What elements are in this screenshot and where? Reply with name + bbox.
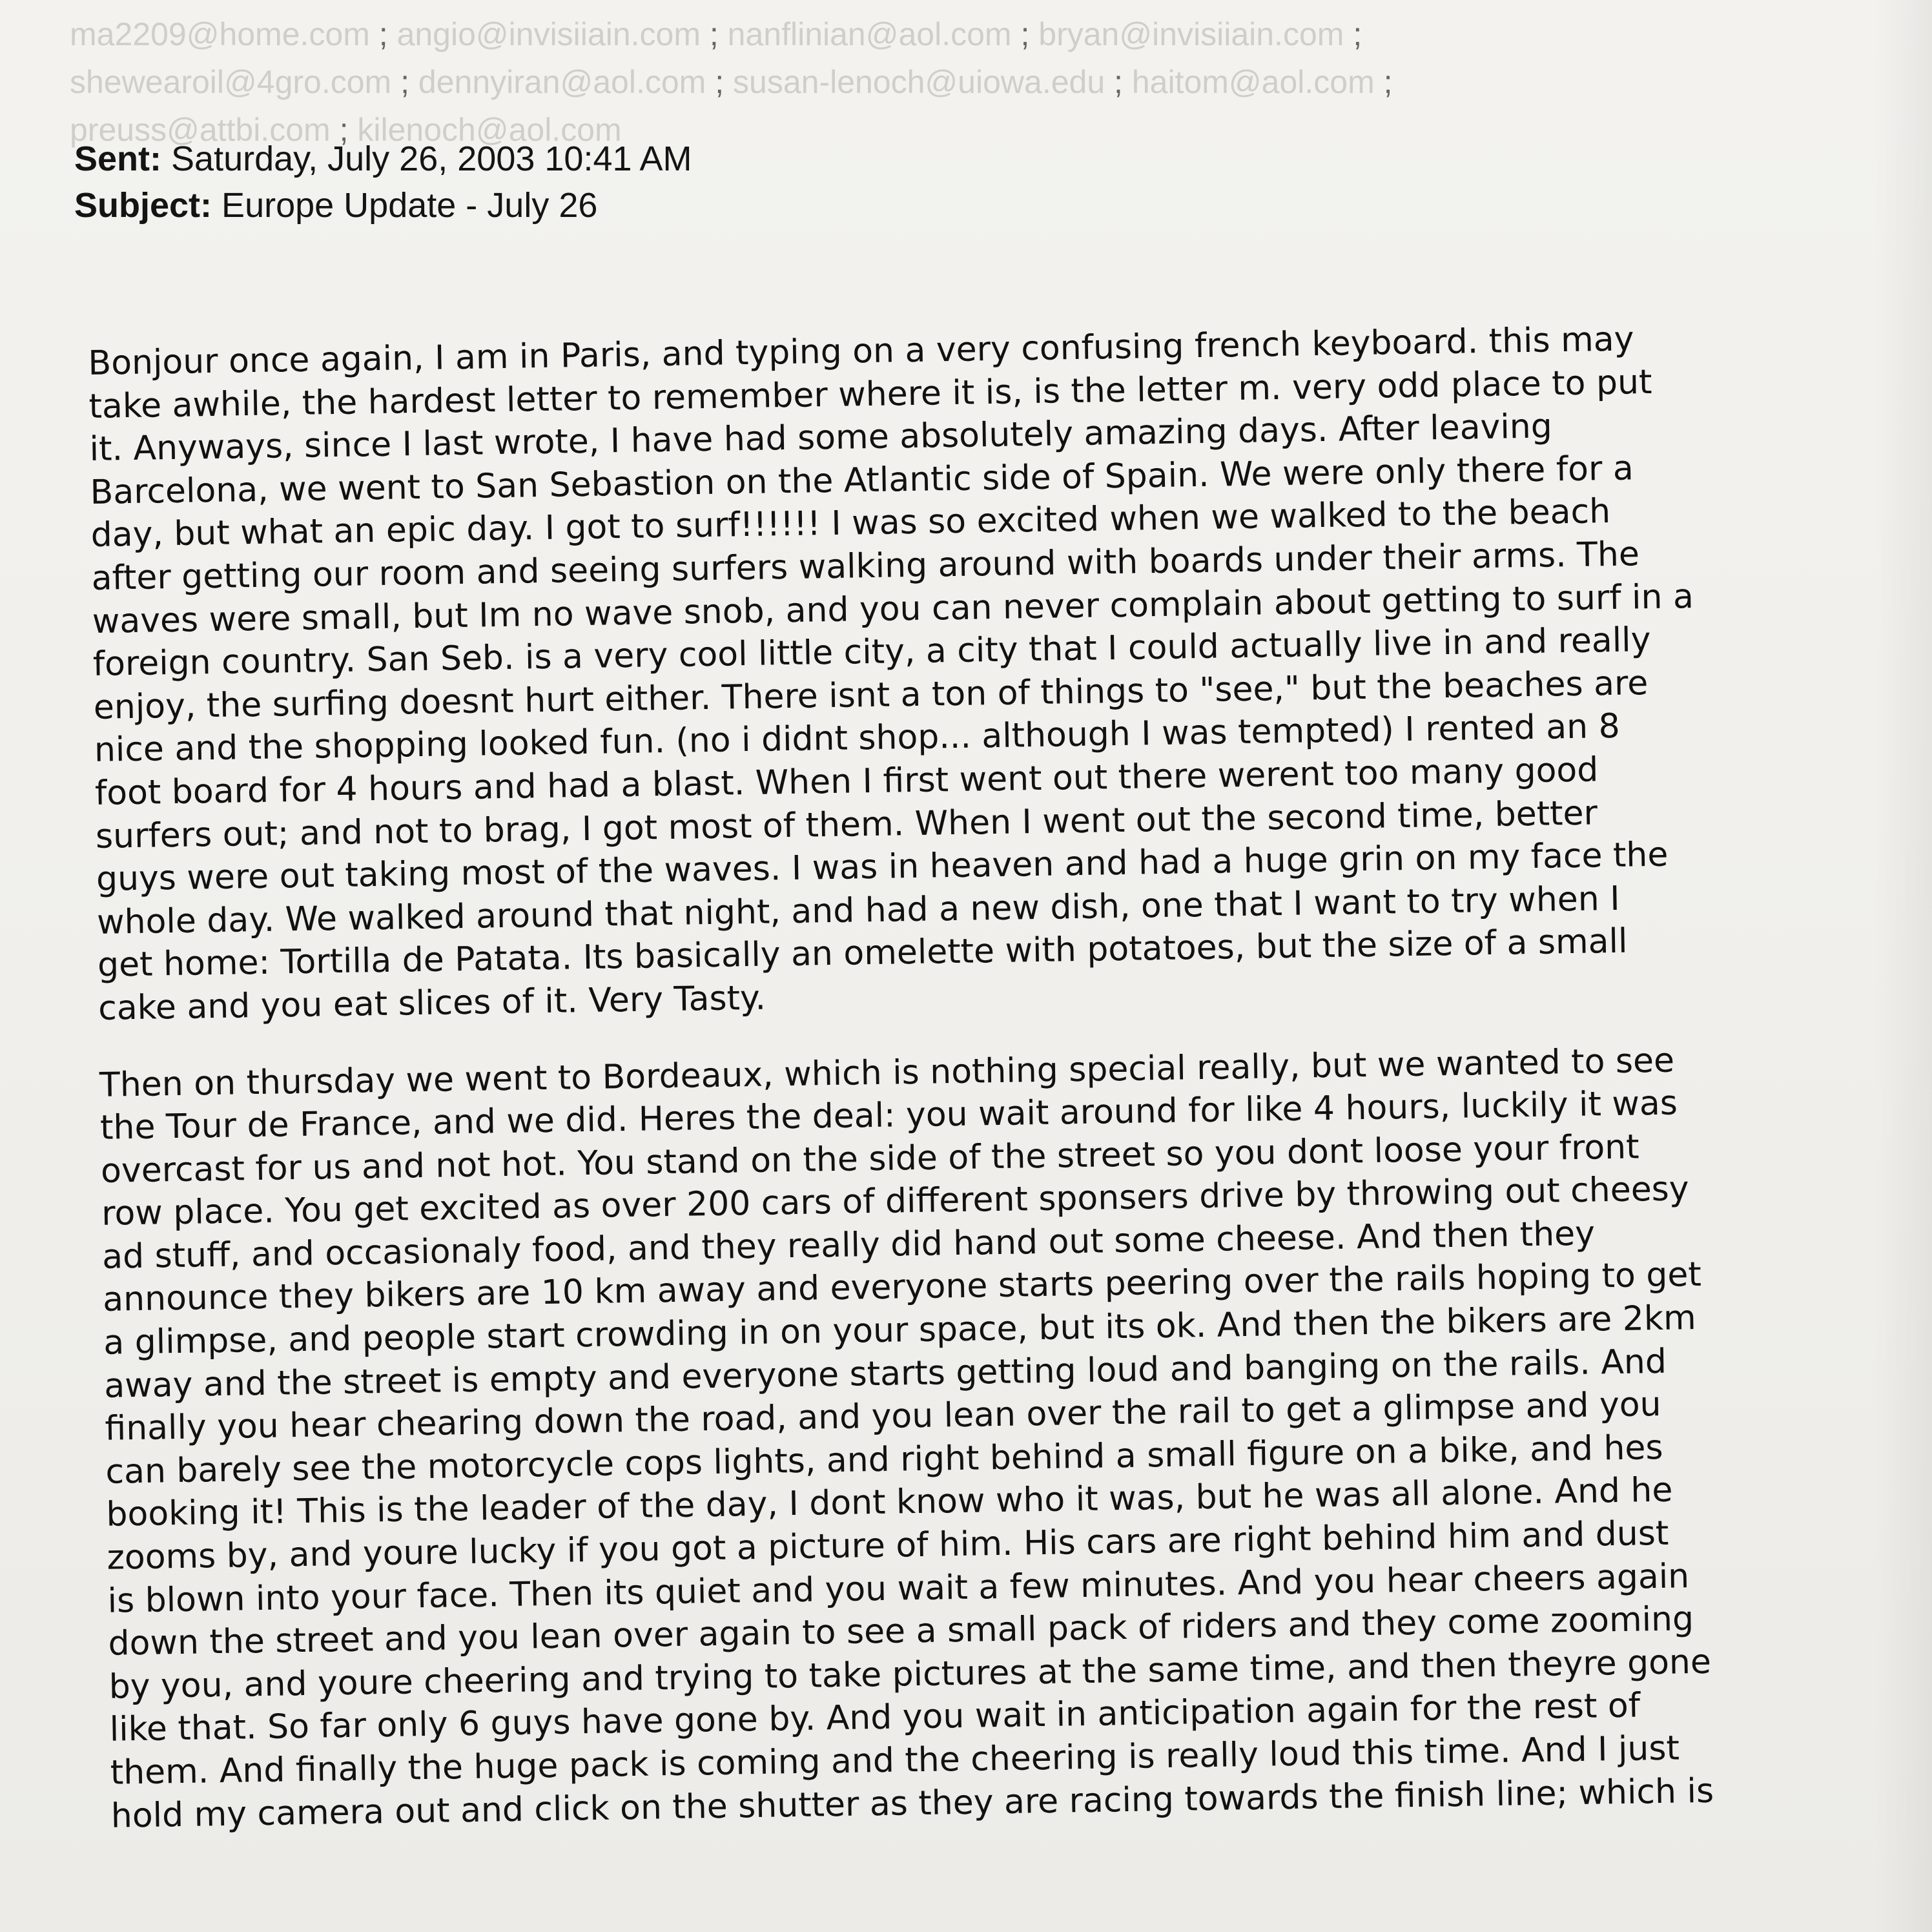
- recipient-list: [70, 10, 1684, 154]
- recipient-separator: ;: [1105, 64, 1132, 100]
- recipient-address: angio@invisiiain.com: [396, 16, 701, 52]
- recipient-address: susan-lenoch@uiowa.edu: [733, 64, 1105, 100]
- page-edge-shadow: [1874, 0, 1932, 1932]
- recipient-address: haitom@aol.com: [1131, 64, 1375, 100]
- recipient-address: preuss@attbi.com: [70, 112, 331, 148]
- subject-value: Europe Update - July 26: [221, 186, 598, 225]
- sent-row: [74, 136, 692, 182]
- body-paragraph: Then on thursday we went to Bordeaux, which is nothing special really, but we wanted to see the Tour de France, and we did. Heres the deal: you wait around for like 4 hours, luckily it was overcast for us and not hot. You stand on the side of the street so you dont loose your front row place. You get excited as over 200 cars of different sponsers drive by throwing out cheesy ad stuff, and occasionaly food, and they really did hand out some cheese. And then they announce they bikers are 10 km away and everyone starts peering over the rails hoping to get a glimpse, and people start crowding in on your space, but its ok. And then the bikers are 2km away and the street is empty and everyone starts getting loud and banging on the rails. And finally you hear chearing down the road, and you lean over the rail to get a glimpse and you can barely see the motorcycle cops lights, and right behind a small figure on a bike, and hes booking it! This is the leader of the day, I dont know who it was, but he was all alone. And he zooms by, and youre lucky if you got a picture of him. His cars are right behind him and dust is blown into your face. Then its quiet and you wait a few minutes. And you hear cheers again down the street and you lean over again to see a small pack of riders and they come zooming by you, and youre cheering and trying to take pictures at the same time, and then theyre gone like that. So far only 6 guys have gone by. And you wait in anticipation again for the rest of them. And finally the huge pack is coming and the cheering is really loud this time. And I just hold my camera out and click on the shutter as they are racing towards the finish line; which is: [99, 1041, 1714, 1836]
- recipient-address: bryan@invisiiain.com: [1038, 16, 1344, 52]
- email-body: [88, 314, 1906, 1838]
- recipient-separator: ;: [391, 64, 418, 100]
- recipient-address: kilenoch@aol.com: [357, 112, 622, 148]
- recipient-separator: ;: [1344, 16, 1362, 52]
- recipient-separator: ;: [1011, 16, 1039, 52]
- sent-value: Saturday, July 26, 2003 10:41 AM: [171, 139, 692, 178]
- recipient-address: dennyiran@aol.com: [418, 64, 706, 100]
- recipient-separator: ;: [700, 16, 728, 52]
- subject-label: Subject:: [74, 186, 212, 225]
- subject-row: [74, 182, 692, 229]
- recipient-address: nanflinian@aol.com: [727, 16, 1012, 52]
- email-header: [74, 136, 692, 229]
- recipient-separator: ;: [1374, 64, 1393, 100]
- body-paragraph: Bonjour once again, I am in Paris, and typing on a very confusing french keyboard. this may take awhile, the hardest letter to remember where it is, is the letter m. very odd place to put it. Anyways, since I last wrote, I have had some absolutely amazing days. After leaving Barcelona, we went to San Sebastion on the Atlantic side of Spain. We were only there for a day, but what an epic day. I got to surf!!!!!! I was so excited when we walked to the beach after getting our room and seeing surfers walking around with boards under their arms. The waves were small, but Im no wave snob, and you can never complain about getting to surf in a foreign country. San Seb. is a very cool little city, a city that I could actually live in and really enjoy, the surfing doesnt hurt either. There isnt a ton of things to "see," but the beaches are nice and the shopping looked fun. (no i didnt shop... although I was tempted) I rented an 8 foot board for 4 hours and had a blast. When I first went out there werent too many good surfers out; and not to brag, I got most of them. When I went out the second time, better guys were out taking most of the waves. I was in heaven and had a huge grin on my face the whole day. We walked around that night, and had a new dish, one that I want to try when I get home: Tortilla de Patata. Its basically an omelette with potatoes, but the size of a small cake and you eat slices of it. Very Tasty.: [88, 320, 1694, 1028]
- sent-label: Sent:: [74, 139, 161, 178]
- recipient-address: ma2209@home.com: [70, 16, 370, 52]
- recipient-line: [70, 58, 1684, 106]
- recipient-separator: ;: [706, 64, 734, 100]
- recipient-address: shewearoil@4gro.com: [70, 64, 392, 100]
- recipient-separator: ;: [330, 112, 358, 148]
- recipient-line: [70, 10, 1684, 58]
- recipient-separator: ;: [369, 16, 397, 52]
